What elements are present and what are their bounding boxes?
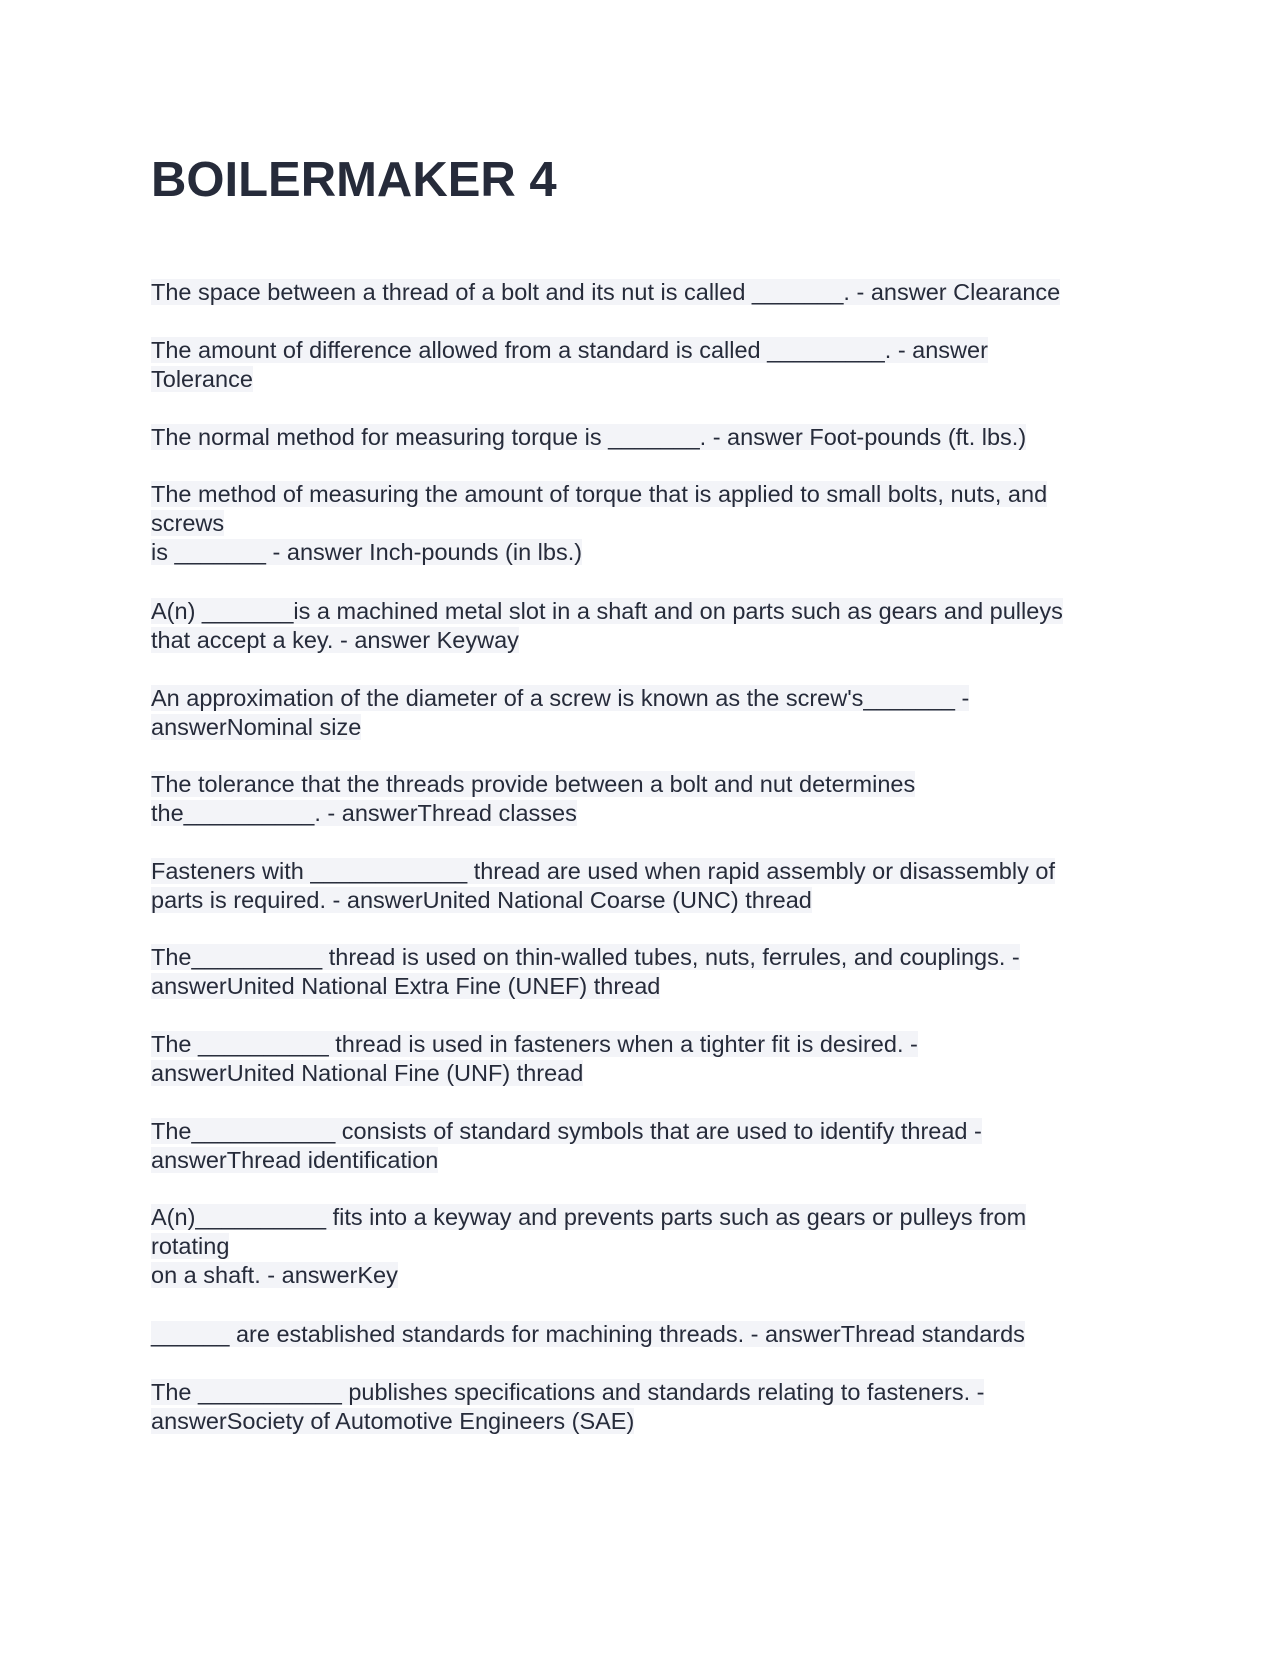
qa-line: Tolerance xyxy=(151,366,253,392)
qa-line: The space between a thread of a bolt and its nut is called _______. - answer Clearance xyxy=(151,279,1061,305)
qa-item xyxy=(151,1030,918,1088)
qa-line: answerThread identification xyxy=(151,1147,439,1173)
qa-item xyxy=(151,480,1047,567)
qa-line: answerSociety of Automotive Engineers (SAE) xyxy=(151,1408,635,1434)
qa-line: the__________. - answerThread classes xyxy=(151,800,577,826)
qa-line: A(n)__________ fits into a keyway and prevents parts such as gears or pulleys from xyxy=(151,1204,1027,1230)
qa-item xyxy=(151,336,988,394)
qa-item xyxy=(151,1320,1025,1349)
qa-line: answerUnited National Fine (UNF) thread xyxy=(151,1060,584,1086)
qa-line: The normal method for measuring torque is _______. - answer Foot-pounds (ft. lbs.) xyxy=(151,424,1027,450)
qa-line: parts is required. - answerUnited National Coarse (UNC) thread xyxy=(151,887,812,913)
qa-line: The__________ thread is used on thin-walled tubes, nuts, ferrules, and couplings. - xyxy=(151,944,1020,970)
qa-line: that accept a key. - answer Keyway xyxy=(151,627,519,653)
qa-item xyxy=(151,684,969,742)
qa-line: The method of measuring the amount of torque that is applied to small bolts, nuts, and xyxy=(151,481,1048,507)
qa-item xyxy=(151,1117,982,1175)
qa-item xyxy=(151,278,1060,307)
qa-item xyxy=(151,943,1020,1001)
qa-line: answerUnited National Extra Fine (UNEF) thread xyxy=(151,973,661,999)
qa-line: ______ are established standards for machining threads. - answerThread standards xyxy=(151,1321,1025,1347)
qa-line: A(n) _______is a machined metal slot in a shaft and on parts such as gears and pulleys xyxy=(151,598,1063,624)
qa-item xyxy=(151,857,1055,915)
qa-line: An approximation of the diameter of a screw is known as the screw's_______ - xyxy=(151,685,970,711)
qa-line: The __________ thread is used in fasteners when a tighter fit is desired. - xyxy=(151,1031,918,1057)
qa-line: is _______ - answer Inch-pounds (in lbs.) xyxy=(151,539,583,565)
qa-line: The___________ consists of standard symbols that are used to identify thread - xyxy=(151,1118,982,1144)
qa-item xyxy=(151,597,1063,655)
qa-item xyxy=(151,1378,984,1436)
qa-line: Fasteners with ____________ thread are used when rapid assembly or disassembly of xyxy=(151,858,1055,884)
qa-line: The ___________ publishes specifications and standards relating to fasteners. - xyxy=(151,1379,985,1405)
qa-line: screws xyxy=(151,510,225,536)
qa-line: answerNominal size xyxy=(151,714,362,740)
qa-line: rotating xyxy=(151,1233,230,1259)
qa-line: on a shaft. - answerKey xyxy=(151,1262,398,1288)
qa-line: The tolerance that the threads provide between a bolt and nut determines xyxy=(151,771,916,797)
qa-item xyxy=(151,1203,1026,1290)
qa-line: The amount of difference allowed from a standard is called _________. - answer xyxy=(151,337,988,363)
qa-item xyxy=(151,770,915,828)
page-title: BOILERMAKER 4 xyxy=(151,153,557,207)
qa-item xyxy=(151,423,1026,452)
